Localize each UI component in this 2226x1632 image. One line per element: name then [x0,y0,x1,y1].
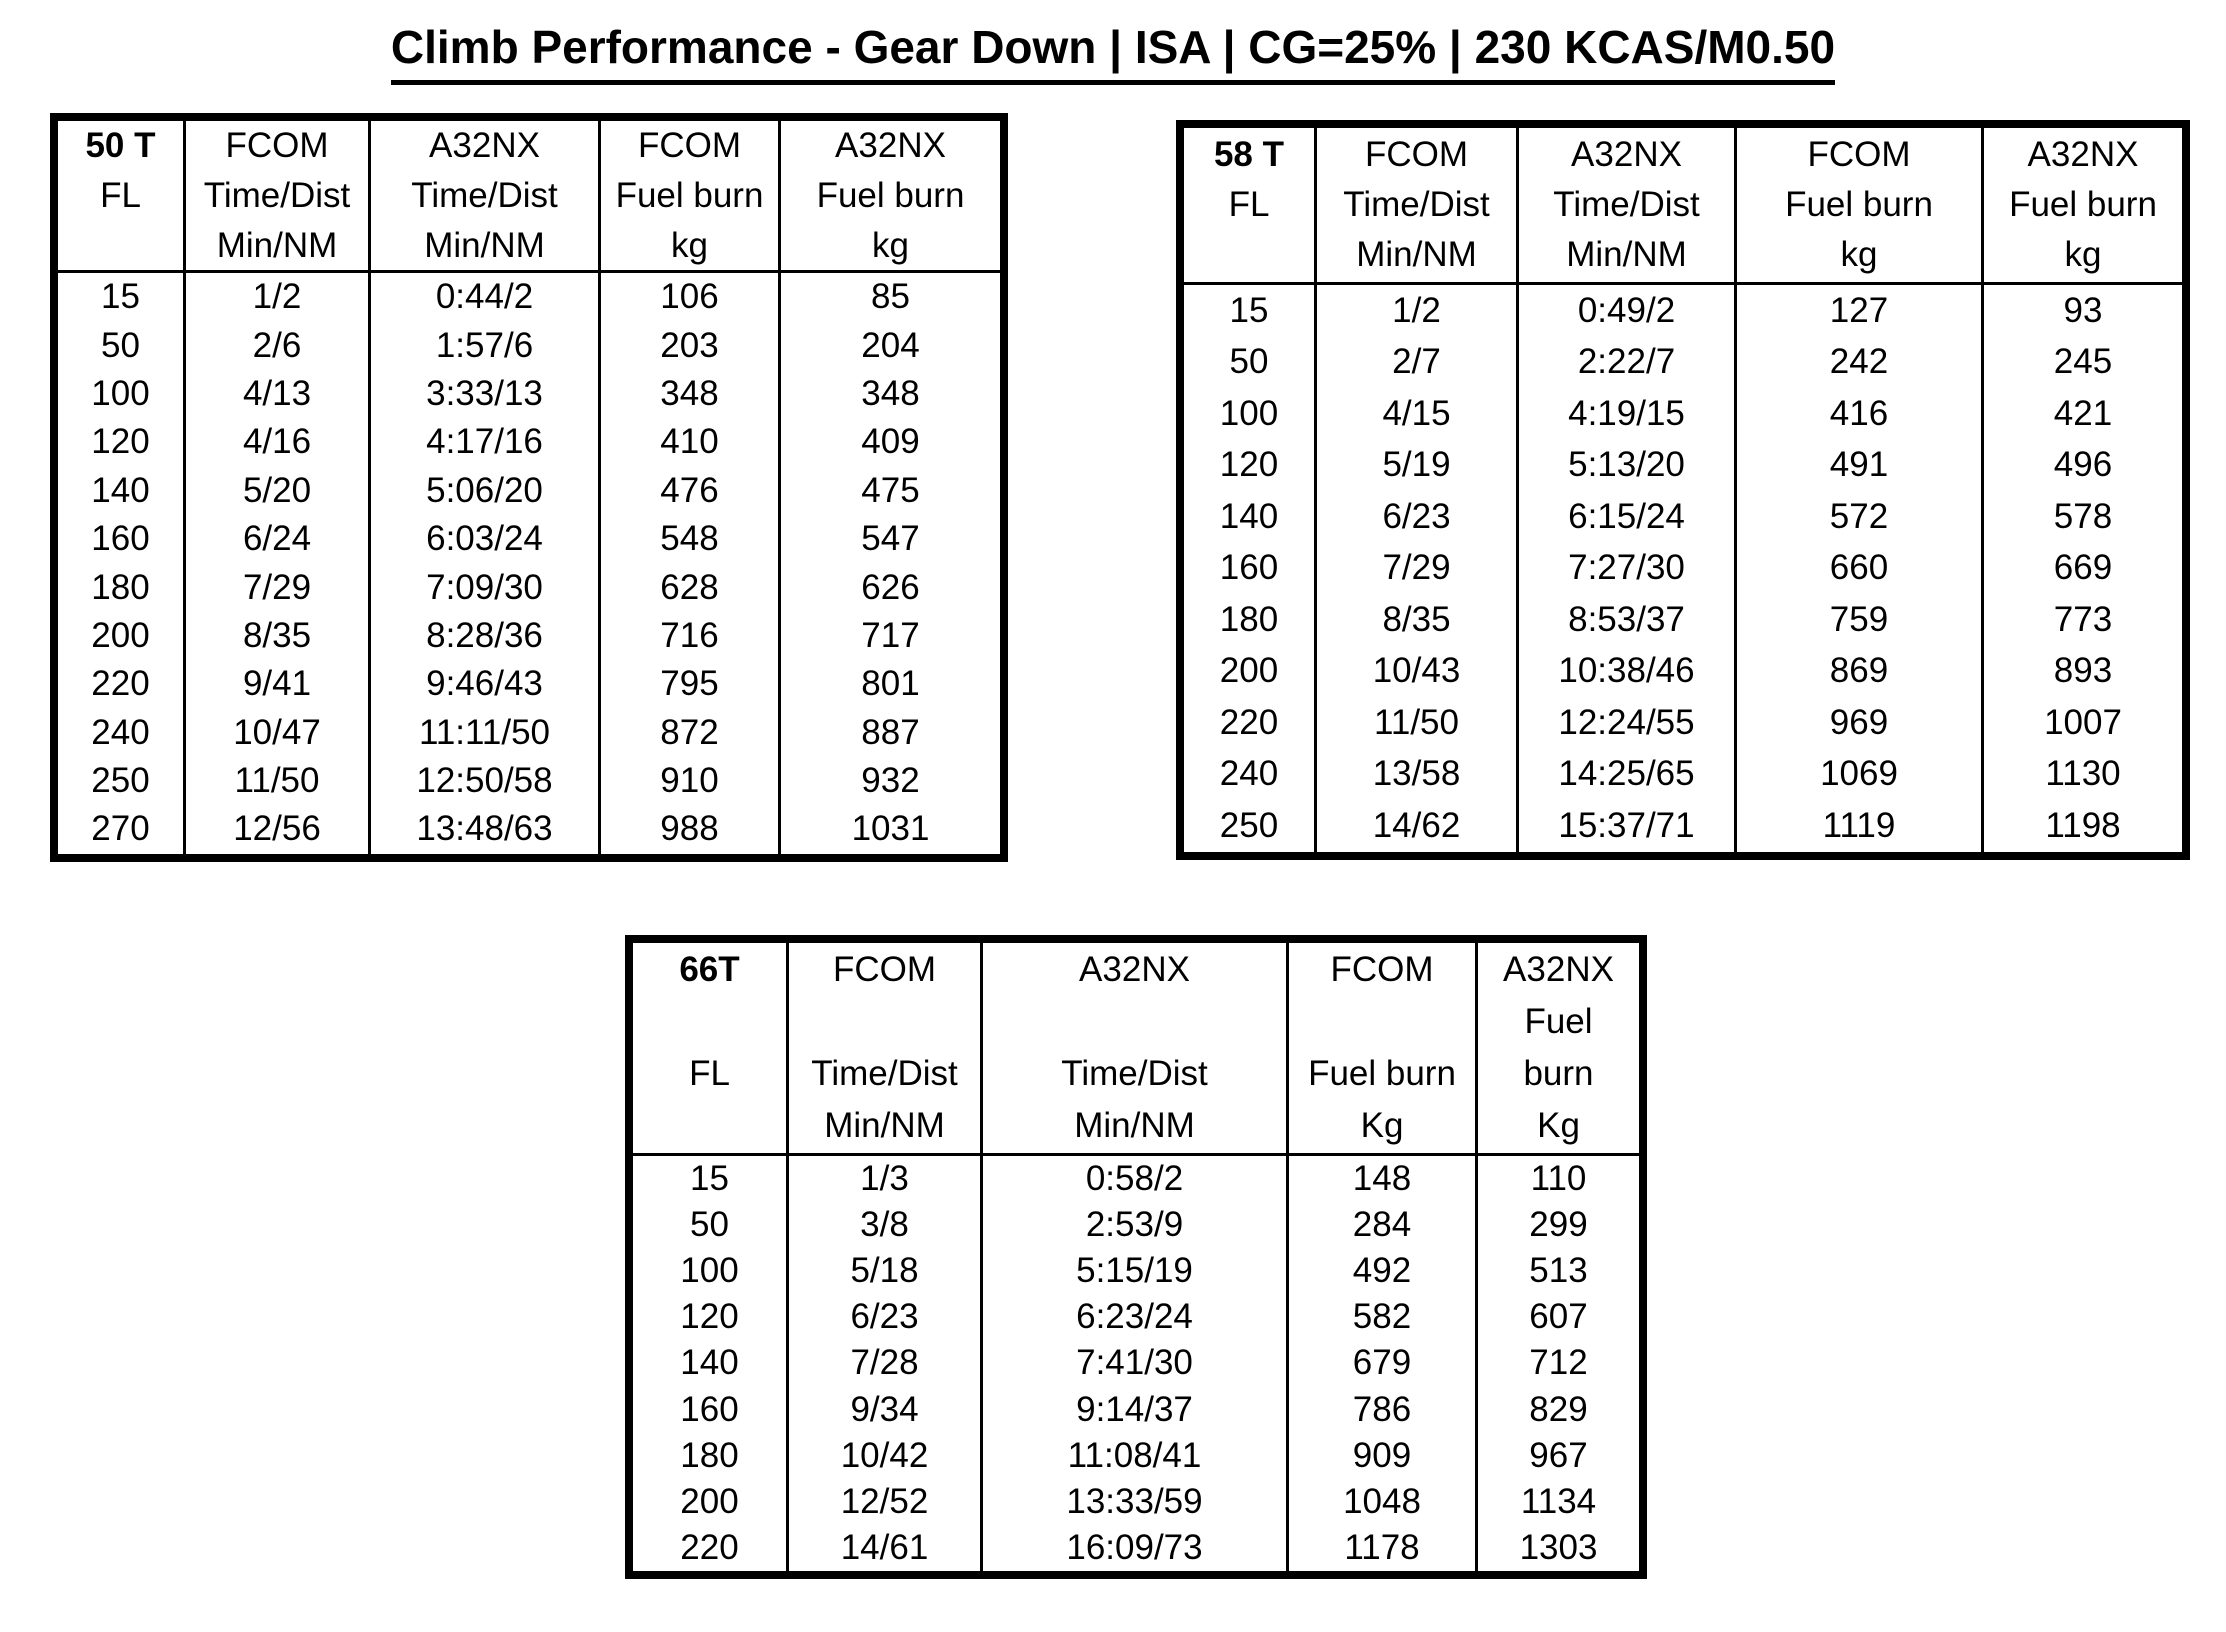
table-cell: 13:33/59 [983,1479,1289,1525]
table-cell: 10/43 [1317,646,1519,698]
table-cell: 93 [2063,290,2103,330]
table-cell: 0:44/2 [371,273,601,321]
table-row [58,757,1000,805]
table-cell: 11/50 [186,757,371,805]
table-cell: 7/29 [186,563,371,611]
table-row [633,1156,1639,1202]
header-line: kg [1840,235,1878,274]
table-cell: 7:41/30 [983,1340,1289,1386]
table-cell: 1:57/6 [371,321,601,369]
table-cell: 669 [2053,548,2113,588]
table-row [1184,594,2182,646]
header-line: FCOM [1364,135,1469,174]
table-cell: 5:06/20 [371,467,601,515]
table-cell: 140 [1184,491,1317,543]
table-cell: 7/28 [789,1340,983,1386]
table-cell: 0:49/2 [1519,285,1737,337]
table-cell: 15 [1184,285,1317,337]
header-line: A32NX [1503,950,1614,989]
table-cell: 14/61 [789,1525,983,1571]
table-cell: 240 [58,709,186,757]
table-cell: 1130 [2045,754,2121,794]
header-line: A32NX [2027,135,2139,174]
table-row [58,467,1000,515]
table-row [1184,491,2182,543]
table-cell: 284 [1289,1202,1478,1248]
table-row [58,612,1000,660]
header-line: kg [2064,235,2102,274]
table-cell: 3/8 [789,1202,983,1248]
header-line: Kg [1360,1106,1404,1145]
table-cell: 1048 [1289,1479,1478,1525]
table-cell: 9:46/43 [371,660,601,708]
header-line: Fuel burn [2009,185,2157,224]
table-cell: 910 [601,757,781,805]
table-cell: 3:33/13 [371,370,601,418]
table-cell: 2/6 [186,321,371,369]
table-cell: 829 [1529,1389,1588,1429]
table-cell: 4/16 [186,418,371,466]
table-cell: 4/13 [186,370,371,418]
table-cell: 242 [1737,337,1984,389]
table-cell: 203 [601,321,781,369]
table-cell: 5:13/20 [1519,440,1737,492]
header-cell [983,943,1289,1156]
header-cell [1289,943,1478,1156]
header-line: Time/Dist [811,1054,958,1093]
header-cell [1184,128,1317,285]
table-cell: 200 [1184,646,1317,698]
table-cell: 50 [1184,337,1317,389]
header-line: FCOM [832,950,937,989]
header-line: Min/NM [216,225,338,265]
table-cell: 110 [1530,1159,1587,1199]
table-cell: 8/35 [1317,594,1519,646]
table-cell: 626 [861,567,920,607]
table-cell: 299 [1529,1205,1588,1245]
table-row [58,418,1000,466]
table-cell: 16:09/73 [983,1525,1289,1571]
table-cell: 8:28/36 [371,612,601,660]
header-line: A32NX [429,125,540,165]
table-cell: 2/7 [1317,337,1519,389]
table-row [58,321,1000,369]
table-cell: 717 [861,615,920,655]
table-cell: 801 [861,664,920,704]
table-cell: 872 [601,709,781,757]
table-cell: 1178 [1289,1525,1478,1571]
table-cell: 85 [871,277,910,317]
table-cell: 887 [861,712,920,752]
table-cell: 1198 [2045,805,2121,845]
table-cell: 12/52 [789,1479,983,1525]
table-row [633,1386,1639,1432]
header-line: Fuel burn [1785,185,1933,224]
table-cell: 10/47 [186,709,371,757]
table-cell: 5:15/19 [983,1248,1289,1294]
table-row [633,1248,1639,1294]
header-line: Time/Dist [1061,1054,1208,1093]
table-cell: 6/23 [1317,491,1519,543]
header-cell [1737,128,1984,285]
table-cell: 180 [1184,594,1317,646]
header-line: FCOM [637,125,742,165]
table-row [1184,697,2182,749]
table-cell: 10:38/46 [1519,646,1737,698]
table-cell: 8:53/37 [1519,594,1737,646]
table-cell: 572 [1737,491,1984,543]
table-cell: 5/18 [789,1248,983,1294]
table-cell: 10/42 [789,1433,983,1479]
table-cell: 2:22/7 [1519,337,1737,389]
header-line: Fuel burn [615,175,764,215]
table-cell: 14:25/65 [1519,749,1737,801]
header-cell [58,121,186,273]
table-row [1184,800,2182,852]
table-cell: 200 [633,1479,789,1525]
table-cell: 160 [633,1386,789,1432]
table-cell: 204 [861,325,920,365]
header-line: FCOM [1330,950,1434,989]
table-cell: 5/20 [186,467,371,515]
header-line: FL [689,1054,730,1093]
table-cell: 1007 [2044,702,2122,742]
header-line: Time/Dist [1553,185,1700,224]
table-cell: 7:27/30 [1519,543,1737,595]
table-cell: 548 [601,515,781,563]
table-cell: 240 [1184,749,1317,801]
table-row [1184,749,2182,801]
table-cell: 679 [1289,1340,1478,1386]
table-cell: 14/62 [1317,800,1519,852]
header-line: Time/Dist [411,175,558,215]
table-cell: 15:37/71 [1519,800,1737,852]
table-cell: 11:08/41 [983,1433,1289,1479]
table-cell: 50 [58,321,186,369]
table-cell: 6:03/24 [371,515,601,563]
table-cell: 1134 [1520,1481,1597,1521]
table-cell: 13/58 [1317,749,1519,801]
table-cell: 106 [601,273,781,321]
table-cell: 628 [601,563,781,611]
table-row [1184,285,2182,337]
table-cell: 250 [1184,800,1317,852]
table-row [633,1479,1639,1525]
table-cell: 12:50/58 [371,757,601,805]
table-row [1184,646,2182,698]
header-cell [371,121,601,273]
table-cell: 11/50 [1317,697,1519,749]
table-cell: 6:23/24 [983,1294,1289,1340]
table-row [633,1525,1639,1571]
header-line: Min/NM [1074,1106,1195,1145]
table-cell: 967 [1529,1435,1588,1475]
table-cell: 491 [1737,440,1984,492]
table-cell: 4:17/16 [371,418,601,466]
table-row [58,563,1000,611]
table-cell: 220 [633,1525,789,1571]
table-cell: 7/29 [1317,543,1519,595]
table-cell: 773 [2053,599,2113,639]
table-cell: 1/2 [1317,285,1519,337]
table-cell: 475 [861,470,920,510]
table-row [58,709,1000,757]
table-cell: 100 [633,1248,789,1294]
table-cell: 547 [861,519,920,559]
table-cell: 969 [1737,697,1984,749]
table-cell: 492 [1289,1248,1478,1294]
table-cell: 4/15 [1317,388,1519,440]
table-cell: 578 [2053,496,2113,536]
header-line: 50 T [85,126,156,165]
table-cell: 6:15/24 [1519,491,1737,543]
table-row [58,515,1000,563]
table-58t-body [1184,285,2182,852]
table-cell: 270 [58,805,186,853]
table-cell: 988 [601,805,781,853]
table-cell: 127 [1737,285,1984,337]
table-row [1184,388,2182,440]
header-line: Min/NM [424,225,545,265]
table-cell: 15 [58,273,186,321]
table-cell: 1031 [851,809,930,849]
table-row [1184,543,2182,595]
table-cell: 869 [1737,646,1984,698]
table-58t-header [1184,128,2182,285]
table-row [1184,337,2182,389]
table-cell: 220 [1184,697,1317,749]
table-cell: 909 [1289,1433,1478,1479]
header-line: Min/NM [1356,235,1477,274]
table-cell: 11:11/50 [371,709,601,757]
header-line: Min/NM [1566,235,1687,274]
table-cell: 120 [1184,440,1317,492]
header-cell [781,121,1000,273]
table-cell: 786 [1289,1386,1478,1432]
table-66t-body [633,1156,1639,1571]
header-cell [633,943,789,1156]
table-cell: 245 [2053,342,2113,382]
table-50t-body [58,273,1000,854]
table-row [633,1433,1639,1479]
table-row [58,660,1000,708]
table-50t [50,113,1008,862]
table-cell: 7:09/30 [371,563,601,611]
table-cell: 1303 [1519,1527,1598,1567]
table-cell: 496 [2053,445,2113,485]
header-line: A32NX [1079,950,1190,989]
table-cell: 6/23 [789,1294,983,1340]
table-row [633,1340,1639,1386]
table-cell: 200 [58,612,186,660]
table-cell: 582 [1289,1294,1478,1340]
table-cell: 160 [58,515,186,563]
table-row [58,805,1000,853]
table-cell: 8/35 [186,612,371,660]
table-cell: 148 [1289,1156,1478,1202]
table-row [58,370,1000,418]
table-cell: 421 [2053,393,2113,433]
table-cell: 1/2 [186,273,371,321]
table-66t-header [633,943,1639,1156]
table-cell: 220 [58,660,186,708]
table-cell: 12/56 [186,805,371,853]
table-cell: 15 [633,1156,789,1202]
header-cell [1317,128,1519,285]
header-line: Time/Dist [1343,185,1490,224]
table-cell: 250 [58,757,186,805]
table-cell: 100 [1184,388,1317,440]
header-line: Fuel burn [1308,1054,1456,1093]
table-cell: 180 [58,563,186,611]
header-cell [1984,128,2182,285]
table-cell: 410 [601,418,781,466]
header-line: kg [872,225,909,265]
table-cell: 4:19/15 [1519,388,1737,440]
header-line: FL [100,176,141,215]
table-cell: 100 [58,370,186,418]
table-66t [625,935,1647,1579]
table-58t [1176,120,2190,860]
header-line: 58 T [1213,135,1285,174]
header-line: 66T [679,950,740,989]
table-cell: 409 [861,422,920,462]
table-cell: 120 [633,1294,789,1340]
table-cell: 1119 [1737,800,1984,852]
table-cell: 160 [1184,543,1317,595]
table-cell: 513 [1529,1251,1588,1291]
table-cell: 795 [601,660,781,708]
table-cell: 12:24/55 [1519,697,1737,749]
page-title: Climb Performance - Gear Down | ISA | CG=25% | 230 KCAS/M0.50 [391,20,1835,85]
header-cell [1478,943,1639,1156]
header-line: Min/NM [824,1106,945,1145]
header-line: Kg [1537,1106,1580,1145]
table-cell: 50 [633,1202,789,1248]
title-bar [0,20,2226,85]
header-line: FL [1228,185,1270,224]
table-cell: 6/24 [186,515,371,563]
header-line: burn [1523,1054,1594,1093]
table-cell: 932 [861,761,920,801]
table-cell: 180 [633,1433,789,1479]
table-cell: 2:53/9 [983,1202,1289,1248]
table-cell: 120 [58,418,186,466]
table-cell: 140 [58,467,186,515]
table-cell: 476 [601,467,781,515]
header-cell [186,121,371,273]
header-line: Fuel [1524,1002,1593,1041]
header-cell [789,943,983,1156]
table-cell: 416 [1737,388,1984,440]
table-cell: 660 [1737,543,1984,595]
table-cell: 1/3 [789,1156,983,1202]
header-cell [601,121,781,273]
header-line: A32NX [1571,135,1682,174]
table-row [633,1294,1639,1340]
table-cell: 9/41 [186,660,371,708]
table-cell: 140 [633,1340,789,1386]
header-line: Fuel burn [816,175,965,215]
table-cell: 0:58/2 [983,1156,1289,1202]
table-cell: 716 [601,612,781,660]
header-line: kg [671,225,708,265]
header-line: Time/Dist [203,175,351,215]
table-cell: 9/34 [789,1386,983,1432]
header-line: A32NX [835,125,946,165]
table-row [1184,440,2182,492]
table-50t-header [58,121,1000,273]
table-cell: 5/19 [1317,440,1519,492]
table-cell: 13:48/63 [371,805,601,853]
table-cell: 1069 [1737,749,1984,801]
table-row [58,273,1000,321]
table-cell: 348 [601,370,781,418]
table-cell: 607 [1529,1297,1588,1337]
table-cell: 9:14/37 [983,1386,1289,1432]
header-cell [1519,128,1737,285]
table-cell: 893 [2053,651,2113,691]
header-line: FCOM [225,125,329,165]
table-cell: 759 [1737,594,1984,646]
table-row [633,1202,1639,1248]
table-cell: 712 [1529,1343,1588,1383]
header-line: FCOM [1807,135,1911,174]
table-cell: 348 [861,373,920,413]
